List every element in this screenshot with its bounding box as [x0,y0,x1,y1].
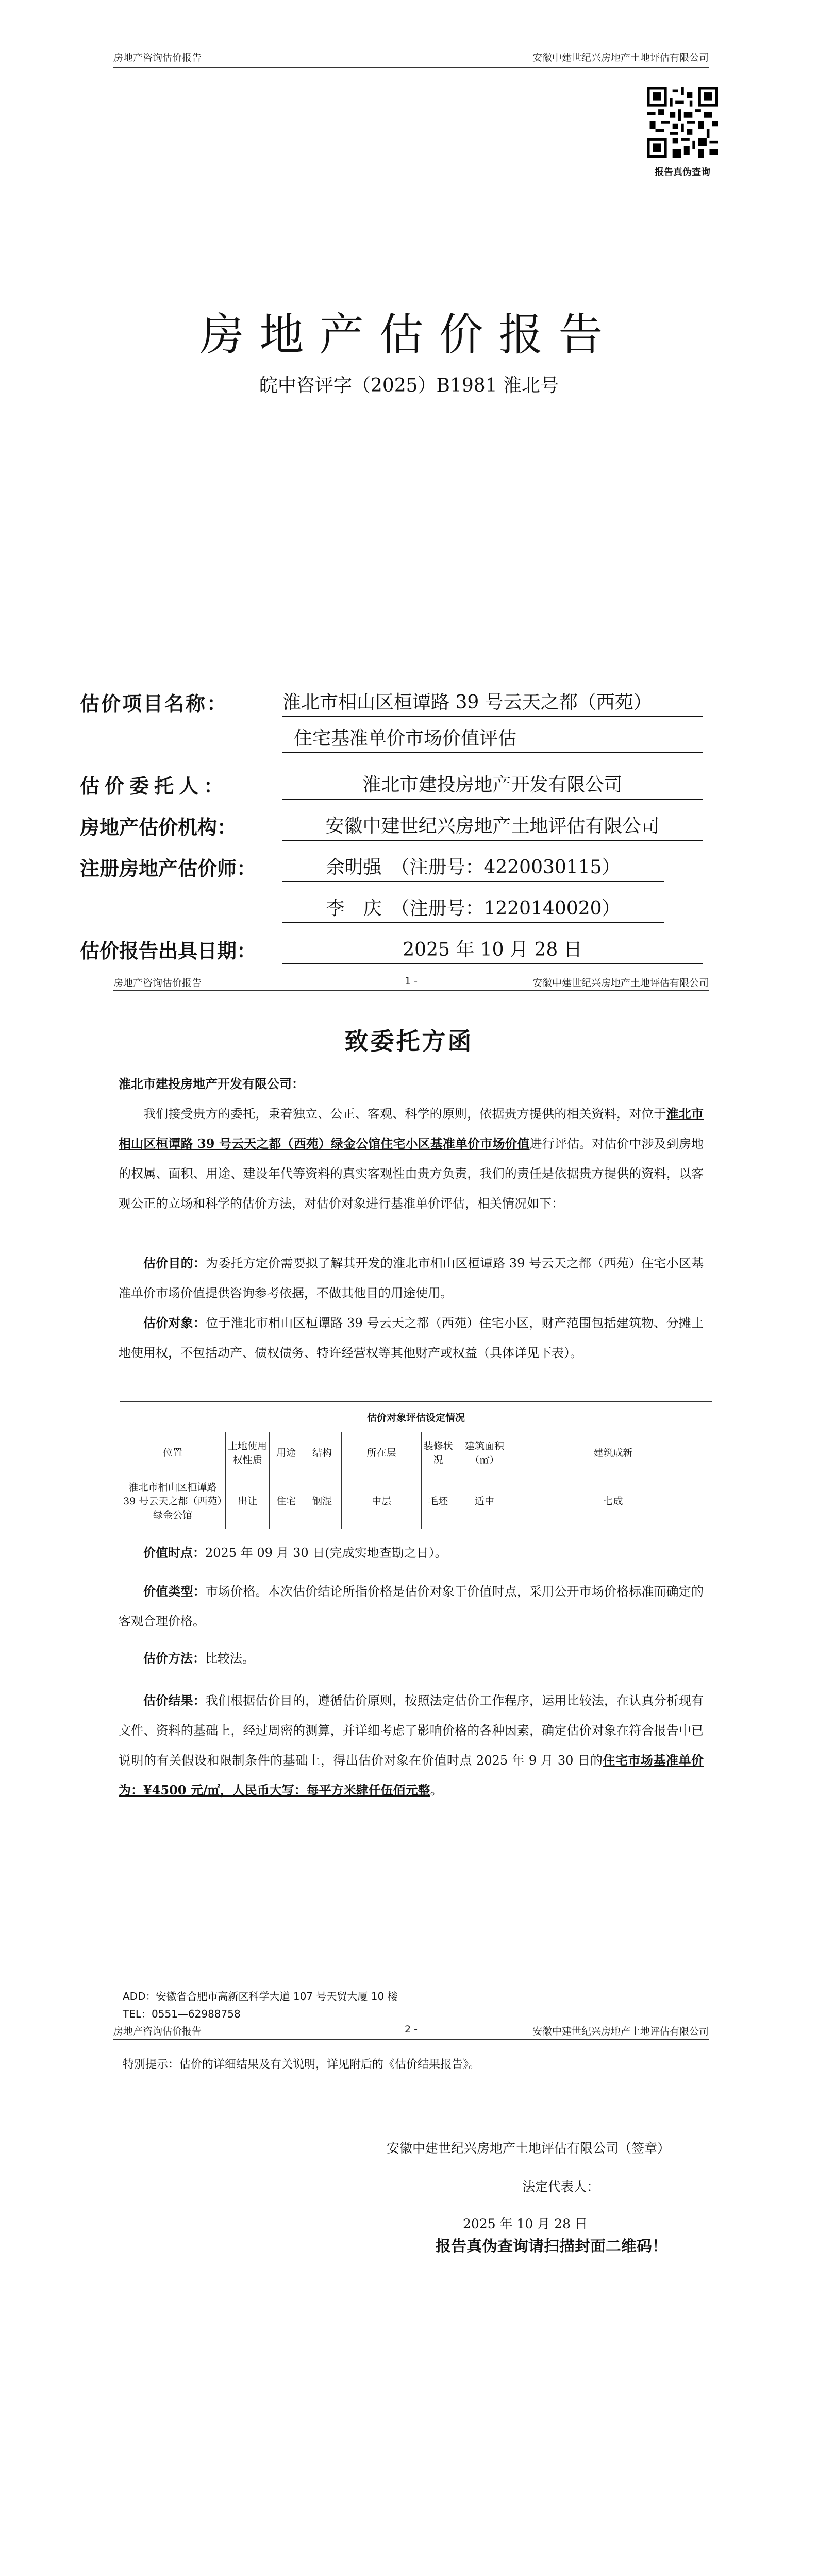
value-date-text: 2025 年 09 月 30 日(完成实地查勘之日）。 [205,1546,447,1560]
table-cell: 淮北市相山区桓谭路 39 号云天之都（西苑）绿金公馆 [120,1472,226,1529]
table-header-cell: 用途 [270,1432,303,1472]
client-label: 估价委托人： [80,774,229,798]
table-header-cell: 土地使用权性质 [226,1432,270,1472]
table-cell: 出让 [226,1472,270,1529]
footer-phone: TEL：0551—62988758 [123,2008,241,2020]
table-header-cell: 所在层 [342,1432,422,1472]
table-header-cell: 位置 [120,1432,226,1472]
addressee [119,1069,704,1099]
table-cell: 毛坯 [422,1472,455,1529]
method-text: 比较法。 [205,1651,255,1666]
page-number: 2 - [405,2024,418,2035]
paragraph-value-type [119,1577,704,1636]
page-number: 1 - [405,975,418,987]
table-cell: 适中 [455,1472,514,1529]
page2-footer [123,1988,398,2023]
table-caption: 估价对象评估设定情况 [120,1402,712,1432]
header-left-text: 房地产咨询估价报告 [113,52,202,63]
table-cell: 钢混 [303,1472,342,1529]
purpose-label: 估价目的： [143,1256,206,1270]
header-right-text: 安徽中建世纪兴房地产土地评估有限公司 [532,52,709,63]
intro-object-bold: 淮北市相山区桓谭路 39 号云天之都（西苑）绿金公馆住宅小区基准单价市场价值 [119,1106,704,1151]
letter-title: 致委托方函 [344,1027,474,1055]
object-label: 估价对象： [143,1315,206,1330]
appraiser-label: 注册房地产估价师： [80,857,257,880]
table-header-cell: 建筑成新 [514,1432,712,1472]
method-label: 估价方法： [143,1651,205,1666]
header-right-text: 安徽中建世纪兴房地产土地评估有限公司 [532,977,709,989]
table-header-cell: 结构 [303,1432,342,1472]
table-header-row [120,1432,712,1472]
table-cell: 中层 [342,1472,422,1529]
report-title: 房地产估价报告 [199,309,619,361]
client-value: 淮北市建投房地产开发有限公司 [282,770,703,800]
paragraph-result [119,1686,704,1805]
valuation-table [120,1401,712,1529]
header-left-text: 房地产咨询估价报告 [113,2026,202,2037]
header-divider [113,2039,709,2040]
qr-code-icon[interactable] [647,87,718,158]
header-divider [113,990,709,991]
org-label: 房地产估价机构： [80,816,237,839]
paragraph-object [119,1308,704,1368]
footer-address: ADD：安徽省合肥市高新区科学大道 107 号天贸大厦 10 楼 [123,1990,398,2003]
company-signature: 安徽中建世纪兴房地产土地评估有限公司（签章） [387,2141,671,2156]
paragraph-value-date [119,1538,704,1568]
date-value: 2025 年 10 月 28 日 [282,935,703,964]
appraiser-2: 李 庆 （注册号：1220140020） [282,894,664,923]
paragraph-purpose [119,1248,704,1308]
result-text: 我们根据估价目的，遵循估价原则，按照法定估价工作程序，运用比较法，在认真分析现有文件、资料的基础上，经过周密的测算，并详细考虑了影响价格的各种因素，确定估价对象在符合报告中已说明的有关假设和限制条件的基础上，得出估价对象在价值时点 2025 年 9 月 30 日的 [119,1693,704,1768]
addressee-text: 淮北市建投房地产开发有限公司： [119,1076,304,1091]
value-type-label: 价值类型： [143,1584,206,1599]
appraiser-1: 余明强 （注册号：4220030115） [282,853,664,882]
report-number: 皖中咨评字（2025）B1981 淮北号 [259,375,559,396]
project-label: 估价项目名称： [80,692,228,715]
header-right-text: 安徽中建世纪兴房地产土地评估有限公司 [532,2026,709,2037]
result-end: 。 [430,1783,443,1798]
result-label: 估价结果： [143,1693,206,1708]
special-note: 特别提示：估价的详细结果及有关说明，详见附后的《估价结果报告》。 [123,2058,480,2071]
object-text: 位于淮北市相山区桓谭路 39 号云天之都（西苑）住宅小区，财产范围包括建筑物、分摊土地使用权，不包括动产、债权债务、特许经营权等其他财产或权益（具体详见下表）。 [119,1316,704,1360]
value-date-label: 价值时点： [143,1545,205,1560]
intro-text-c: 进行评估。对估价中涉及到房地的权属、面积、用途、建设年代等资料的真实客观性由贵方负责，我们的责任是依据贵方提供的资料，以客观公正的立场和科学的估价方法，对估价对象进行基准单价评估，相关情况如下： [119,1137,704,1211]
table-header-cell: 装修状况 [422,1432,455,1472]
table-header-cell: 建筑面积（㎡） [455,1432,514,1472]
date-label: 估价报告出具日期： [80,939,257,962]
table-cell: 七成 [514,1472,712,1529]
table-row [120,1472,712,1529]
paragraph-method [119,1643,704,1673]
qr-caption: 报告真伪查询 [655,167,710,178]
value-type-text: 市场价格。本次估价结论所指价格是估价对象于价值时点，采用公开市场价格标准而确定的客观合理价格。 [119,1584,704,1629]
verify-notice: 报告真伪查询请扫描封面二维码！ [436,2238,667,2256]
header-left-text: 房地产咨询估价报告 [113,977,202,989]
result-value-bold: 住宅市场基准单价为：¥4500 元/㎡，人民币大写：每平方米肆仟伍佰元整 [119,1753,704,1798]
purpose-text: 为委托方定价需要拟了解其开发的淮北市相山区桓谭路 39 号云天之都（西苑）住宅小区基准单价市场价值提供咨询参考依据，不做其他目的用途使用。 [119,1256,704,1300]
org-value: 安徽中建世纪兴房地产土地评估有限公司 [282,811,703,841]
paragraph-intro [119,1099,704,1218]
table-cell: 住宅 [270,1472,303,1529]
header-divider [113,67,709,68]
signature-date: 2025 年 10 月 28 日 [463,2216,588,2231]
project-value-line1: 淮北市相山区桓谭路 39 号云天之都（西苑） [282,688,703,717]
project-value-line2: 住宅基准单价市场价值评估 [282,724,703,753]
intro-text-a: 我们接受贵方的委托，秉着独立、公正、客观、科学的原则，依据贵方提供的相关资料，对位于 [143,1107,666,1121]
legal-representative: 法定代表人： [522,2179,600,2194]
